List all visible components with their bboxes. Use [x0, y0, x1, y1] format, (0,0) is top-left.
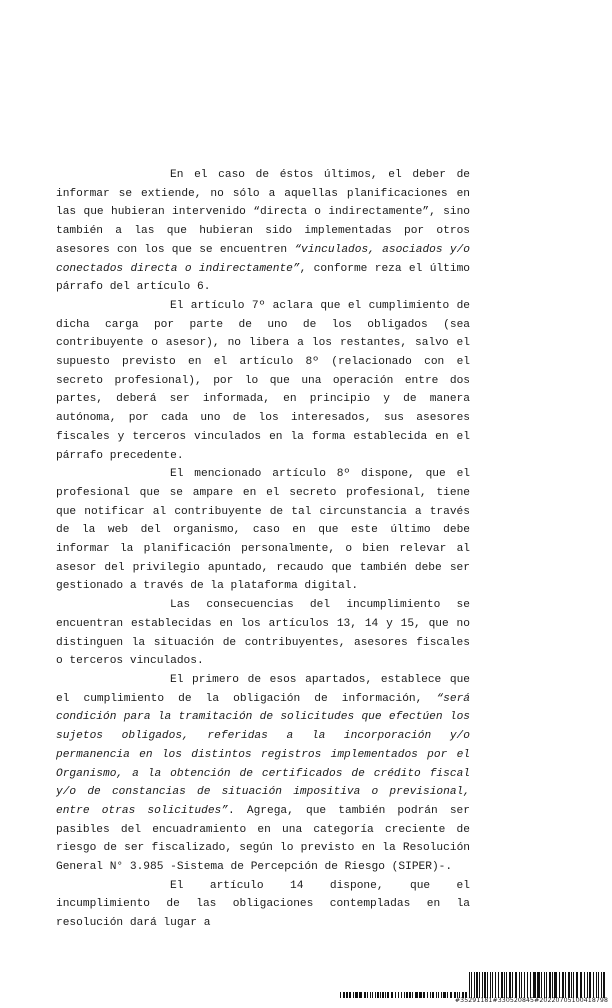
paragraph	[56, 166, 470, 297]
paragraph-text: , conforme reza el último párrafo del artículo 6.	[56, 262, 470, 294]
paragraph	[56, 297, 470, 465]
paragraph-text: El primero de esos apartados, establece que el cumplimiento de la obligación de información,	[56, 673, 470, 705]
paragraph-text: . Agrega, que también podrán ser pasibles del encuadramiento en una categoría creciente de riesgo de ser fiscalizado, según lo previsto en la Resolución General N° 3.985 -Sistema de Percepción de Riesgo (SIPER)-.	[56, 804, 470, 874]
quoted-text: “será condición para la tramitación de solicitudes que efectúen los sujetos obligados, referidas a la incorporación y/o permanencia en los distintos registros implementados por el Organismo, a la obtención de certificados de crédito fiscal y/o de constancias de situación impositiva o previsional, entre otras solicitudes”	[56, 692, 470, 817]
paragraph-text: En el caso de éstos últimos, el deber de informar se extiende, no sólo a aquellas planificaciones en las que hubieran intervenido “directa o indirectamente”, sino también a las que hubieran sido implementadas por otros asesores con los que se encuentren	[56, 169, 470, 256]
paragraph	[56, 671, 470, 877]
paragraph	[56, 596, 470, 671]
barcode-stamp	[340, 972, 608, 1006]
paragraph	[56, 877, 470, 933]
paragraph-text: Las consecuencias del incumplimiento se encuentran establecidas en los artículos 13, 14 y 15, que no distinguen la situación de contribuyentes, asesores fiscales o terceros vinculados.	[56, 599, 470, 668]
barcode-icon	[340, 972, 608, 998]
paragraph-text: El artículo 7º aclara que el cumplimiento de dicha carga por parte de uno de los obligados (sea contribuyente o asesor), no libera a los restantes, salvo el supuesto previsto en el artículo 8º (relacionado con el secreto profesional), por lo que una operación entre dos partes, deberá ser informada, en principio y de manera autónoma, por cada uno de los interesados, sus asesores fiscales y terceros vinculados en la forma establecida en el párrafo precedente.	[56, 299, 470, 462]
quoted-text: “vinculados, asociados y/o conectados directa o indirectamente”	[56, 243, 470, 275]
barcode-number: #35291181#330520845#20220705100418798	[454, 997, 608, 1004]
document-body	[56, 166, 470, 933]
paragraph-text: El mencionado artículo 8º dispone, que el profesional que se ampare en el secreto profesional, tiene que notificar al contribuyente de tal circunstancia a través de la web del organismo, caso en que este último debe informar la planificación personalmente, o bien relevar al asesor del privilegio apuntado, recaudo que también debe ser gestionado a través de la plataforma digital.	[56, 468, 470, 593]
paragraph	[56, 465, 470, 596]
paragraph-text: El artículo 14 dispone, que el incumplimiento de las obligaciones contempladas en la resolución dará lugar a	[56, 879, 470, 930]
